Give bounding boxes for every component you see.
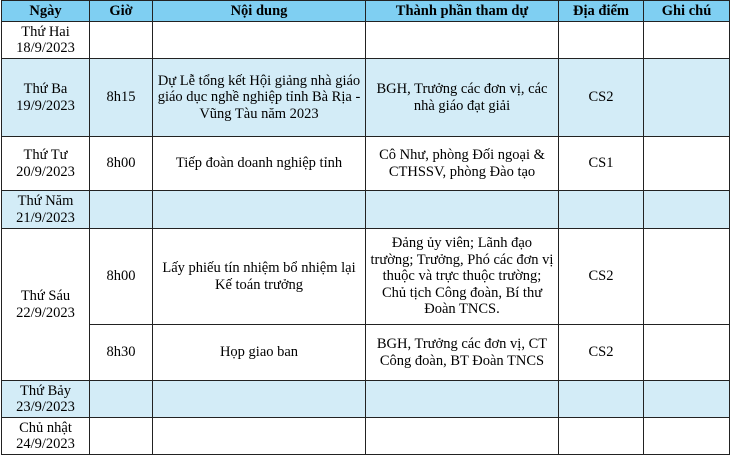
location-cell bbox=[559, 381, 644, 418]
content-cell bbox=[153, 22, 366, 59]
content-cell: Dự Lễ tổng kết Hội giảng nhà giáo giáo dục nghề nghiệp tỉnh Bà Rịa - Vũng Tàu năm 2023 bbox=[153, 59, 366, 137]
day-name: Thứ Năm bbox=[17, 193, 74, 209]
content-cell bbox=[153, 418, 366, 455]
location-cell: CS2 bbox=[559, 59, 644, 137]
attendees-cell bbox=[366, 381, 559, 418]
header-content: Nội dung bbox=[153, 1, 366, 22]
attendees-cell: BGH, Trưởng các đơn vị, CT Công đoàn, BT Đoàn TNCS bbox=[366, 325, 559, 381]
day-name: Chủ nhật bbox=[19, 419, 72, 436]
day-name: Thứ Sáu bbox=[20, 288, 71, 304]
note-cell bbox=[644, 59, 730, 137]
time-cell: 8h30 bbox=[90, 325, 153, 381]
location-cell: CS2 bbox=[559, 229, 644, 325]
attendees-cell bbox=[366, 22, 559, 59]
day-cell bbox=[2, 191, 90, 229]
day-name: Thứ Hai bbox=[21, 23, 70, 40]
location-cell: CS2 bbox=[559, 325, 644, 381]
content-cell: Lấy phiếu tín nhiệm bổ nhiệm lại Kế toán trưởng bbox=[153, 229, 366, 325]
day-date: 23/9/2023 bbox=[16, 399, 75, 415]
location-cell: CS1 bbox=[559, 137, 644, 191]
header-attendees: Thành phần tham dự bbox=[366, 1, 559, 22]
note-cell bbox=[644, 137, 730, 191]
note-cell bbox=[644, 418, 730, 455]
attendees-cell: BGH, Trưởng các đơn vị, các nhà giáo đạt giải bbox=[366, 59, 559, 137]
note-cell bbox=[644, 381, 730, 418]
attendees-cell: Đảng ủy viên; Lãnh đạo trường; Trưởng, Phó các đơn vị thuộc và trực thuộc trường; Chủ tịch Công đoàn, Bí thư Đoàn TNCS. bbox=[366, 229, 559, 325]
content-cell bbox=[153, 191, 366, 229]
note-cell bbox=[644, 325, 730, 381]
day-name: Thứ Tư bbox=[23, 147, 68, 163]
note-cell bbox=[644, 22, 730, 59]
day-cell bbox=[2, 229, 90, 381]
time-cell bbox=[90, 191, 153, 229]
time-cell bbox=[90, 381, 153, 418]
table-row bbox=[2, 191, 730, 229]
table-row bbox=[2, 59, 730, 137]
time-cell: 8h00 bbox=[90, 137, 153, 191]
day-name: Thứ Ba bbox=[23, 81, 68, 97]
location-cell bbox=[559, 191, 644, 229]
day-cell bbox=[2, 418, 90, 455]
content-cell: Tiếp đoàn doanh nghiệp tỉnh bbox=[153, 137, 366, 191]
header-day: Ngày bbox=[2, 1, 90, 22]
time-cell: 8h00 bbox=[90, 229, 153, 325]
attendees-cell bbox=[366, 191, 559, 229]
location-cell bbox=[559, 418, 644, 455]
day-date: 21/9/2023 bbox=[16, 209, 75, 226]
note-cell bbox=[644, 191, 730, 229]
table-row bbox=[2, 22, 730, 59]
header-note: Ghi chú bbox=[644, 1, 730, 22]
day-name: Thứ Bảy bbox=[20, 382, 71, 399]
table-row bbox=[2, 381, 730, 418]
day-date: 20/9/2023 bbox=[16, 163, 75, 180]
weekly-schedule-table bbox=[1, 0, 730, 455]
day-cell bbox=[2, 22, 90, 59]
table-row bbox=[2, 325, 730, 381]
time-cell: 8h15 bbox=[90, 59, 153, 137]
location-cell bbox=[559, 22, 644, 59]
day-date: 22/9/2023 bbox=[16, 304, 75, 321]
table-row bbox=[2, 137, 730, 191]
day-date: 24/9/2023 bbox=[16, 436, 75, 452]
attendees-cell bbox=[366, 418, 559, 455]
day-date: 19/9/2023 bbox=[16, 97, 75, 114]
content-cell: Họp giao ban bbox=[153, 325, 366, 381]
day-cell bbox=[2, 59, 90, 137]
time-cell bbox=[90, 22, 153, 59]
header-location: Địa điểm bbox=[559, 1, 644, 22]
day-cell bbox=[2, 381, 90, 418]
table-row bbox=[2, 418, 730, 455]
header-time: Giờ bbox=[90, 1, 153, 22]
time-cell bbox=[90, 418, 153, 455]
content-cell bbox=[153, 381, 366, 418]
header-row bbox=[2, 1, 730, 22]
day-cell bbox=[2, 137, 90, 191]
day-date: 18/9/2023 bbox=[16, 40, 75, 56]
table-row bbox=[2, 229, 730, 325]
note-cell bbox=[644, 229, 730, 325]
attendees-cell: Cô Như, phòng Đối ngoại & CTHSSV, phòng Đào tạo bbox=[366, 137, 559, 191]
